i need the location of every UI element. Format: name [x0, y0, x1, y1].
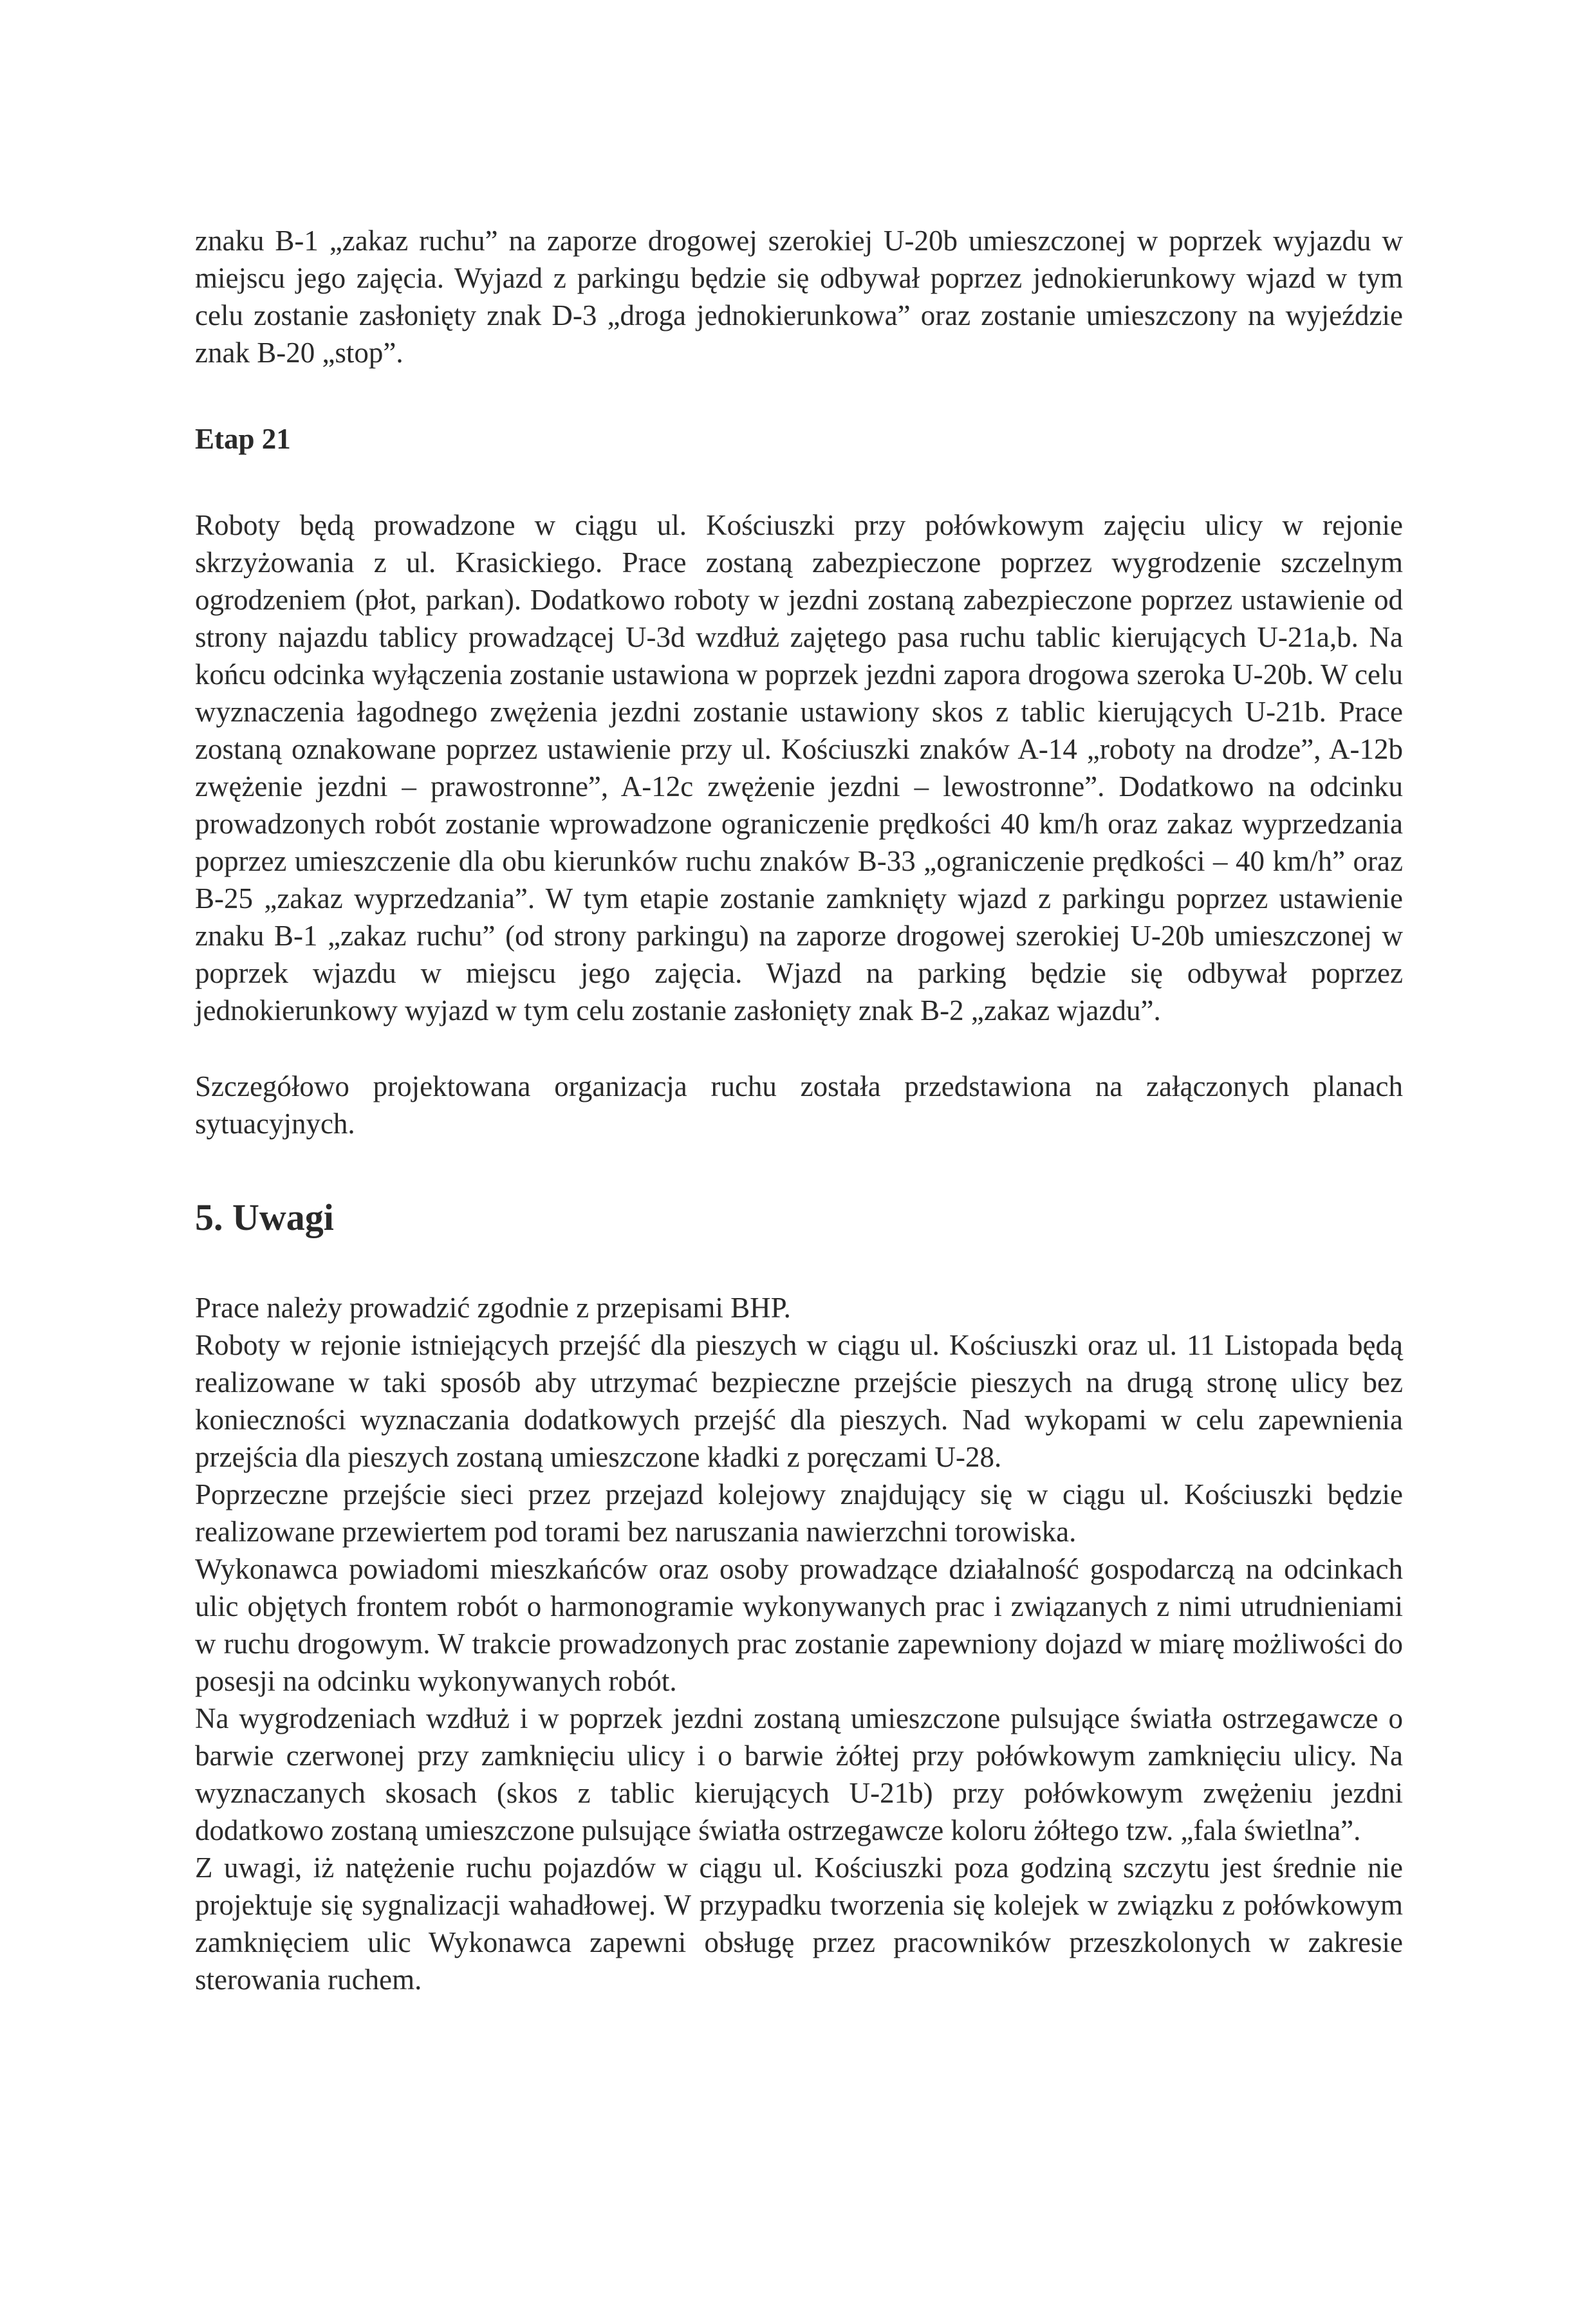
- uwagi-paragraph: Z uwagi, iż natężenie ruchu pojazdów w ciągu ul. Kościuszki poza godziną szczytu jest średnie nie projektuje się sygnalizacji wahadłowej. W przypadku tworzenia się kolejek w związku z połówkowym zamknięciem ulic Wykonawca zapewni obsługę przez pracowników przeszkolonych w zakresie sterowania ruchem.: [195, 1852, 1403, 1996]
- uwagi-paragraph: Poprzeczne przejście sieci przez przejazd kolejowy znajdujący się w ciągu ul. Kościuszki będzie realizowane przewiertem pod torami bez naruszania nawierzchni torowiska.: [195, 1478, 1403, 1548]
- uwagi-paragraph: Roboty w rejonie istniejących przejść dla pieszych w ciągu ul. Kościuszki oraz ul. 11 Listopada będą realizowane w taki sposób aby utrzymać bezpieczne przejście pieszych na drugą stronę ulicy bez konieczności wyznaczania dodatkowych przejść dla pieszych. Nad wykopami w celu zapewnienia przejścia dla pieszych zostaną umieszczone kładki z poręczami U-28.: [195, 1329, 1403, 1473]
- intro-paragraph: znaku B-1 „zakaz ruchu” na zaporze drogowej szerokiej U-20b umieszczonej w poprzek wyjazdu w miejscu jego zajęcia. Wyjazd z parkingu będzie się odbywał poprzez jednokierunkowy wjazd w tym celu zostanie zasłonięty znak D-3 „droga jednokierunkowa” oraz zostanie umieszczony na wyjeździe znak B-20 „stop”.: [195, 225, 1403, 369]
- etap-heading: Etap 21: [195, 423, 291, 455]
- uwagi-paragraph: Wykonawca powiadomi mieszkańców oraz osoby prowadzące działalność gospodarczą na odcinkach ulic objętych frontem robót o harmonogramie wykonywanych prac i związanych z nimi utrudnieniami w ruchu drogowym. W trakcie prowadzonych prac zostanie zapewniony dojazd w miarę możliwości do posesji na odcinku wykonywanych robót.: [195, 1553, 1403, 1697]
- detail-paragraph: Szczegółowo projektowana organizacja ruchu została przedstawiona na załączonych planach sytuacyjnych.: [195, 1070, 1403, 1140]
- uwagi-section: [195, 1289, 1403, 1998]
- uwagi-paragraph: Prace należy prowadzić zgodnie z przepisami BHP.: [195, 1292, 791, 1324]
- uwagi-paragraph: Na wygrodzeniach wzdłuż i w poprzek jezdni zostaną umieszczone pulsujące światła ostrzegawcze o barwie czerwonej przy zamknięciu ulicy i o barwie żółtej przy połówkowym zamknięciu ulicy. Na wyznaczanych skosach (skos z tablic kierujących U-21b) przy połówkowym zwężeniu jezdni dodatkowo zostaną umieszczone pulsujące światła ostrzegawcze koloru żółtego tzw. „fala świetlna”.: [195, 1702, 1403, 1846]
- section-heading-uwagi: 5. Uwagi: [195, 1196, 334, 1238]
- document-page: [195, 222, 1403, 1998]
- etap-paragraph: Roboty będą prowadzone w ciągu ul. Kościuszki przy połówkowym zajęciu ulicy w rejonie skrzyżowania z ul. Krasickiego. Prace zostaną zabezpieczone poprzez wygrodzenie szczelnym ogrodzeniem (płot, parkan). Dodatkowo roboty w jezdni zostaną zabezpieczone poprzez ustawienie od strony najazdu tablicy prowadzącej U-3d wzdłuż zajętego pasa ruchu tablic kierujących U-21a,b. Na końcu odcinka wyłączenia zostanie ustawiona w poprzek jezdni zapora drogowa szeroka U-20b. W celu wyznaczenia łagodnego zwężenia jezdni zostanie ustawiony skos z tablic kierujących U-21b. Prace zostaną oznakowane poprzez ustawienie przy ul. Kościuszki znaków A-14 „roboty na drodze”, A-12b zwężenie jezdni – prawostronne”, A-12c zwężenie jezdni – lewostronne”. Dodatkowo na odcinku prowadzonych robót zostanie wprowadzone ograniczenie prędkości 40 km/h oraz zakaz wyprzedzania poprzez umieszczenie dla obu kierunków ruchu znaków B-33 „ograniczenie prędkości – 40 km/h” oraz B-25 „zakaz wyprzedzania”. W tym etapie zostanie zamknięty wjazd z parkingu poprzez ustawienie znaku B-1 „zakaz ruchu” (od strony parkingu) na zaporze drogowej szerokiej U-20b umieszczonej w poprzek wjazdu w miejscu jego zajęcia. Wjazd na parking będzie się odbywał poprzez jednokierunkowy wyjazd w tym celu zostanie zasłonięty znak B-2 „zakaz wjazdu”.: [195, 509, 1403, 1026]
